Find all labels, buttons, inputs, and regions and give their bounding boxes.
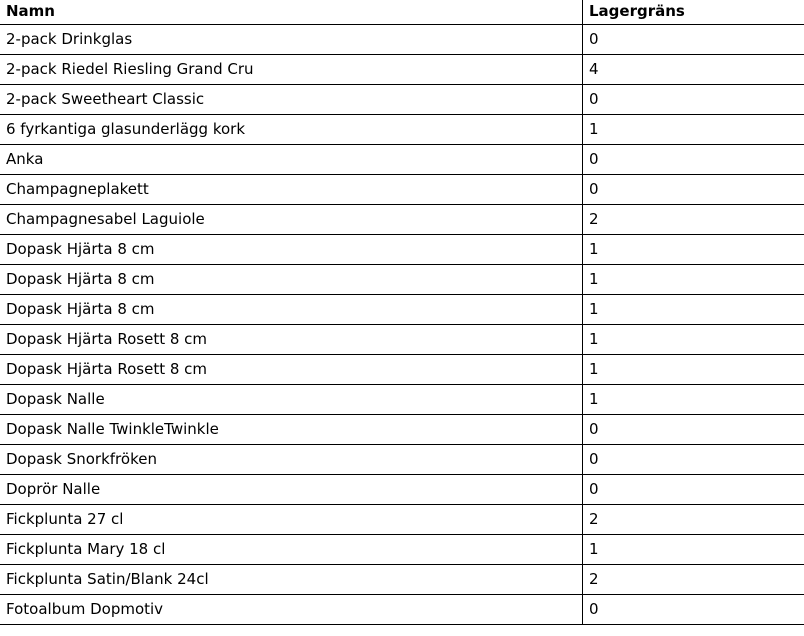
header-row xyxy=(0,0,804,25)
product-name-cell: Dopask Snorkfröken xyxy=(0,445,583,475)
table-row[interactable] xyxy=(0,235,804,265)
product-name-cell: Champagnesabel Laguiole xyxy=(0,205,583,235)
stock-limit-cell: 1 xyxy=(583,265,804,295)
stock-limit-cell: 1 xyxy=(583,235,804,265)
product-name-cell: Dopask Hjärta 8 cm xyxy=(0,235,583,265)
product-name-cell: Champagneplakett xyxy=(0,175,583,205)
column-header-stock-limit[interactable]: Lagergräns xyxy=(583,0,804,25)
stock-limit-cell: 0 xyxy=(583,445,804,475)
table-row[interactable] xyxy=(0,205,804,235)
table-row[interactable] xyxy=(0,565,804,595)
stock-limit-cell: 4 xyxy=(583,55,804,85)
stock-limit-cell: 1 xyxy=(583,325,804,355)
stock-limit-cell: 0 xyxy=(583,85,804,115)
table-row[interactable] xyxy=(0,505,804,535)
product-name-cell: Dopask Hjärta Rosett 8 cm xyxy=(0,355,583,385)
table-row[interactable] xyxy=(0,415,804,445)
stock-limit-cell: 2 xyxy=(583,205,804,235)
table-row[interactable] xyxy=(0,595,804,625)
stock-limit-cell: 1 xyxy=(583,115,804,145)
product-name-cell: Anka xyxy=(0,145,583,175)
table-row[interactable] xyxy=(0,145,804,175)
product-name-cell: 2-pack Drinkglas xyxy=(0,25,583,55)
table-row[interactable] xyxy=(0,325,804,355)
stock-limit-cell: 0 xyxy=(583,595,804,625)
table-row[interactable] xyxy=(0,535,804,565)
table-row[interactable] xyxy=(0,445,804,475)
table-row[interactable] xyxy=(0,475,804,505)
stock-limit-cell: 0 xyxy=(583,175,804,205)
table-row[interactable] xyxy=(0,175,804,205)
product-name-cell: Dopask Hjärta 8 cm xyxy=(0,265,583,295)
stock-limit-cell: 1 xyxy=(583,295,804,325)
product-name-cell: 2-pack Riedel Riesling Grand Cru xyxy=(0,55,583,85)
table-row[interactable] xyxy=(0,25,804,55)
product-name-cell: Doprör Nalle xyxy=(0,475,583,505)
stock-limit-cell: 0 xyxy=(583,25,804,55)
stock-limit-cell: 1 xyxy=(583,535,804,565)
product-name-cell: Fotoalbum Dopmotiv xyxy=(0,595,583,625)
product-name-cell: Dopask Nalle xyxy=(0,385,583,415)
table-row[interactable] xyxy=(0,265,804,295)
table-row[interactable] xyxy=(0,385,804,415)
table-body xyxy=(0,25,804,625)
table-row[interactable] xyxy=(0,295,804,325)
stock-limit-cell: 0 xyxy=(583,415,804,445)
product-name-cell: 2-pack Sweetheart Classic xyxy=(0,85,583,115)
stock-limit-cell: 2 xyxy=(583,505,804,535)
product-name-cell: 6 fyrkantiga glasunderlägg kork xyxy=(0,115,583,145)
product-name-cell: Fickplunta Mary 18 cl xyxy=(0,535,583,565)
product-name-cell: Dopask Nalle TwinkleTwinkle xyxy=(0,415,583,445)
product-name-cell: Fickplunta 27 cl xyxy=(0,505,583,535)
stock-limit-cell: 1 xyxy=(583,385,804,415)
stock-limit-cell: 0 xyxy=(583,145,804,175)
product-name-cell: Dopask Hjärta Rosett 8 cm xyxy=(0,325,583,355)
stock-limit-cell: 0 xyxy=(583,475,804,505)
table-row[interactable] xyxy=(0,115,804,145)
table-header xyxy=(0,0,804,25)
stock-limit-cell: 1 xyxy=(583,355,804,385)
table-row[interactable] xyxy=(0,355,804,385)
product-name-cell: Dopask Hjärta 8 cm xyxy=(0,295,583,325)
column-header-name[interactable]: Namn xyxy=(0,0,583,25)
table-row[interactable] xyxy=(0,85,804,115)
table-row[interactable] xyxy=(0,55,804,85)
product-name-cell: Fickplunta Satin/Blank 24cl xyxy=(0,565,583,595)
stock-limit-cell: 2 xyxy=(583,565,804,595)
